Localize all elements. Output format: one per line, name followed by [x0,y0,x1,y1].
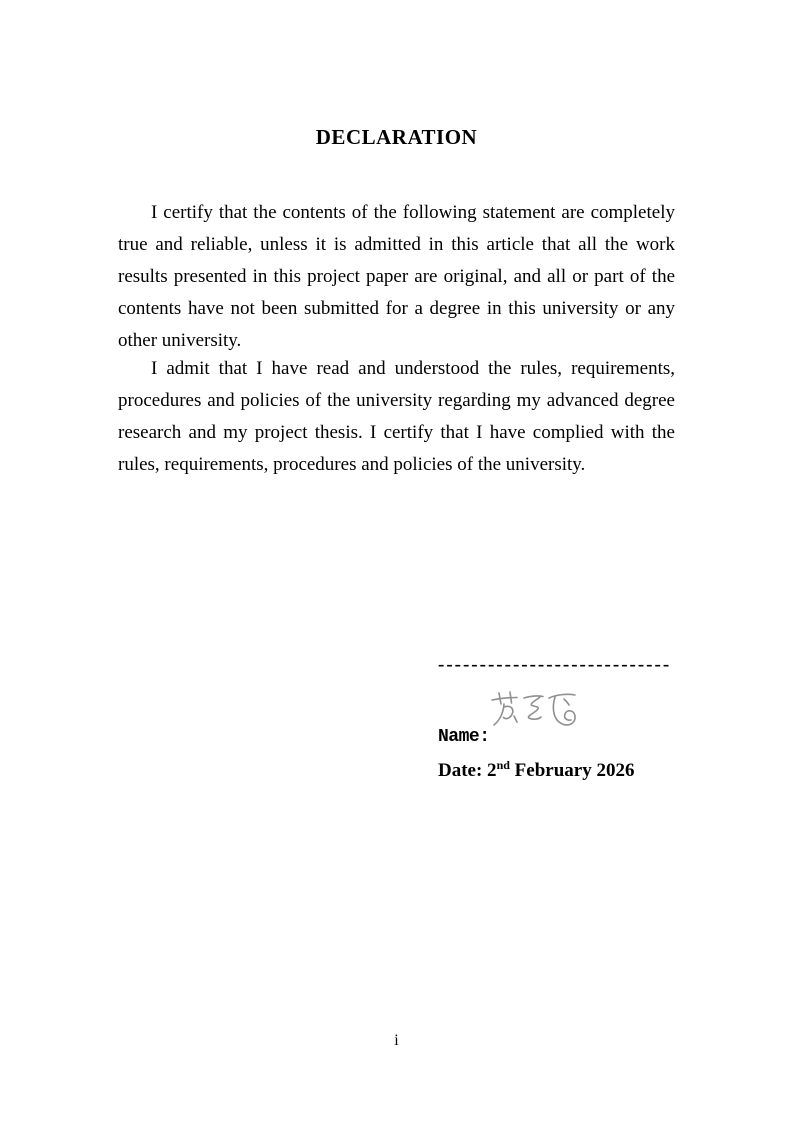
name-label [438,725,490,749]
signature-line: ---------------------------- [438,654,672,675]
signature-handwriting [487,689,583,735]
date-ordinal-superscript: nd [496,758,510,772]
page-title: DECLARATION [315,125,478,149]
page-number: i [394,1032,399,1049]
date-prefix: Date: 2 [438,760,497,781]
name-label-text: Name: [438,727,490,747]
date-label [438,758,634,785]
declaration-paragraph-2: I admit that I have read and understood the rules, requirements, procedures and policies of the university regarding my advanced degree research and my project thesis. I certify that I have complied with the rules, requirements, procedures and policies of the university. [118,358,675,475]
date-suffix: February 2026 [509,760,635,781]
declaration-paragraph-1: I certify that the contents of the following statement are completely true and reliable, unless it is admitted in this article that all the work results presented in this project paper are original, and all or part of the contents have not been submitted for a degree in this university or any other university. [118,202,675,351]
